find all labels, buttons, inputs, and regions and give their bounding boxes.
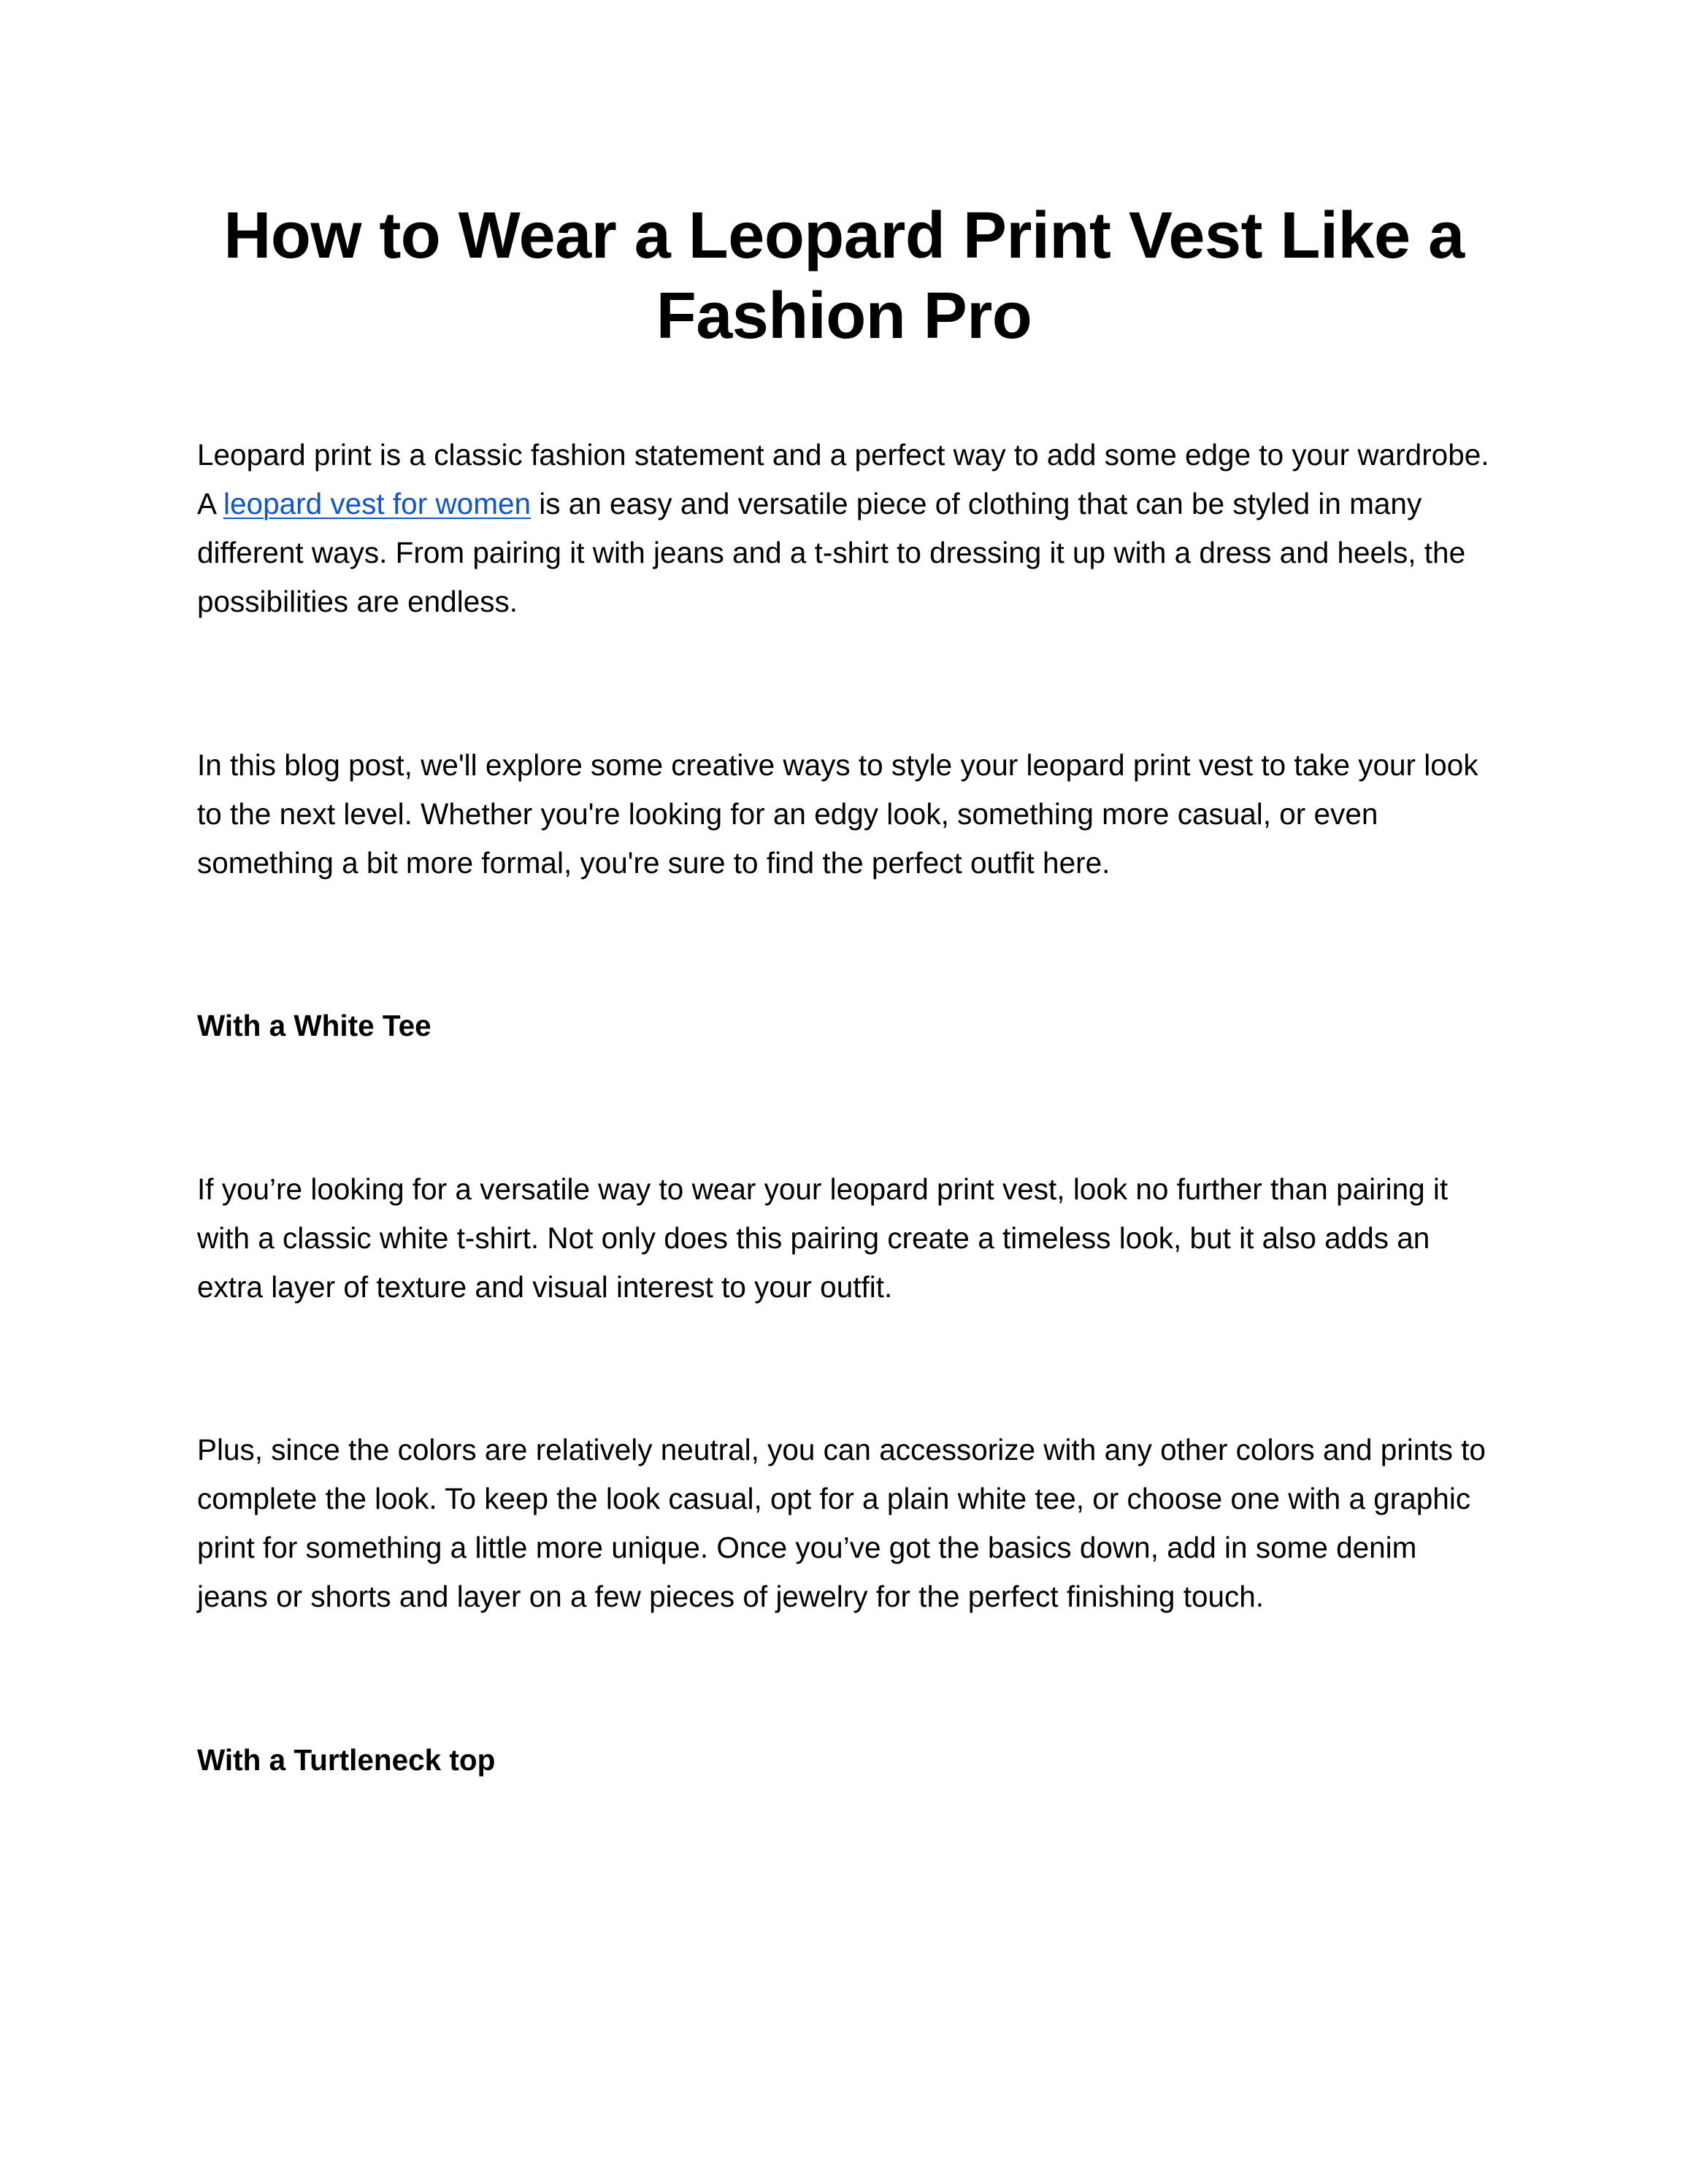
intro-text-before-link: Leopard print is a classic fashion statement and a perfect way to add some edge to your wardrobe. A: [197, 438, 1489, 520]
white-tee-paragraph-2: Plus, since the colors are relatively neutral, you can accessorize with any other colors and prints to complete the look. To keep the look casual, opt for a plain white tee, or choose one with a graphic print for something a little more unique. Once you’ve got the basics down, add in some denim jeans or shorts and layer on a few pieces of jewelry for the perfect finishing touch.: [197, 1433, 1486, 1613]
page-title: How to Wear a Leopard Print Vest Like a Fashion Pro: [223, 199, 1465, 353]
section-heading-turtleneck: With a Turtleneck top: [197, 1743, 496, 1777]
intro-text-after-link: is an easy and versatile piece of clothing that can be styled in many different ways. From pairing it with jeans and a t-shirt to dressing it up with a dress and heels, the possibilities are endless.: [197, 487, 1466, 618]
leopard-vest-link[interactable]: leopard vest for women: [223, 487, 531, 520]
blog-intro-paragraph: In this blog post, we'll explore some creative ways to style your leopard print vest to take your look to the next level. Whether you're looking for an edgy look, something more casual, or even something a bit more formal, you're sure to find the perfect outfit here.: [197, 748, 1478, 880]
section-heading-white-tee: With a White Tee: [197, 1009, 431, 1042]
white-tee-paragraph-1: If you’re looking for a versatile way to wear your leopard print vest, look no further than pairing it with a classic white t-shirt. Not only does this pairing create a timeless look, but it also adds an extra layer of texture and visual interest to your outfit.: [197, 1172, 1449, 1304]
intro-paragraph: [197, 431, 1491, 626]
